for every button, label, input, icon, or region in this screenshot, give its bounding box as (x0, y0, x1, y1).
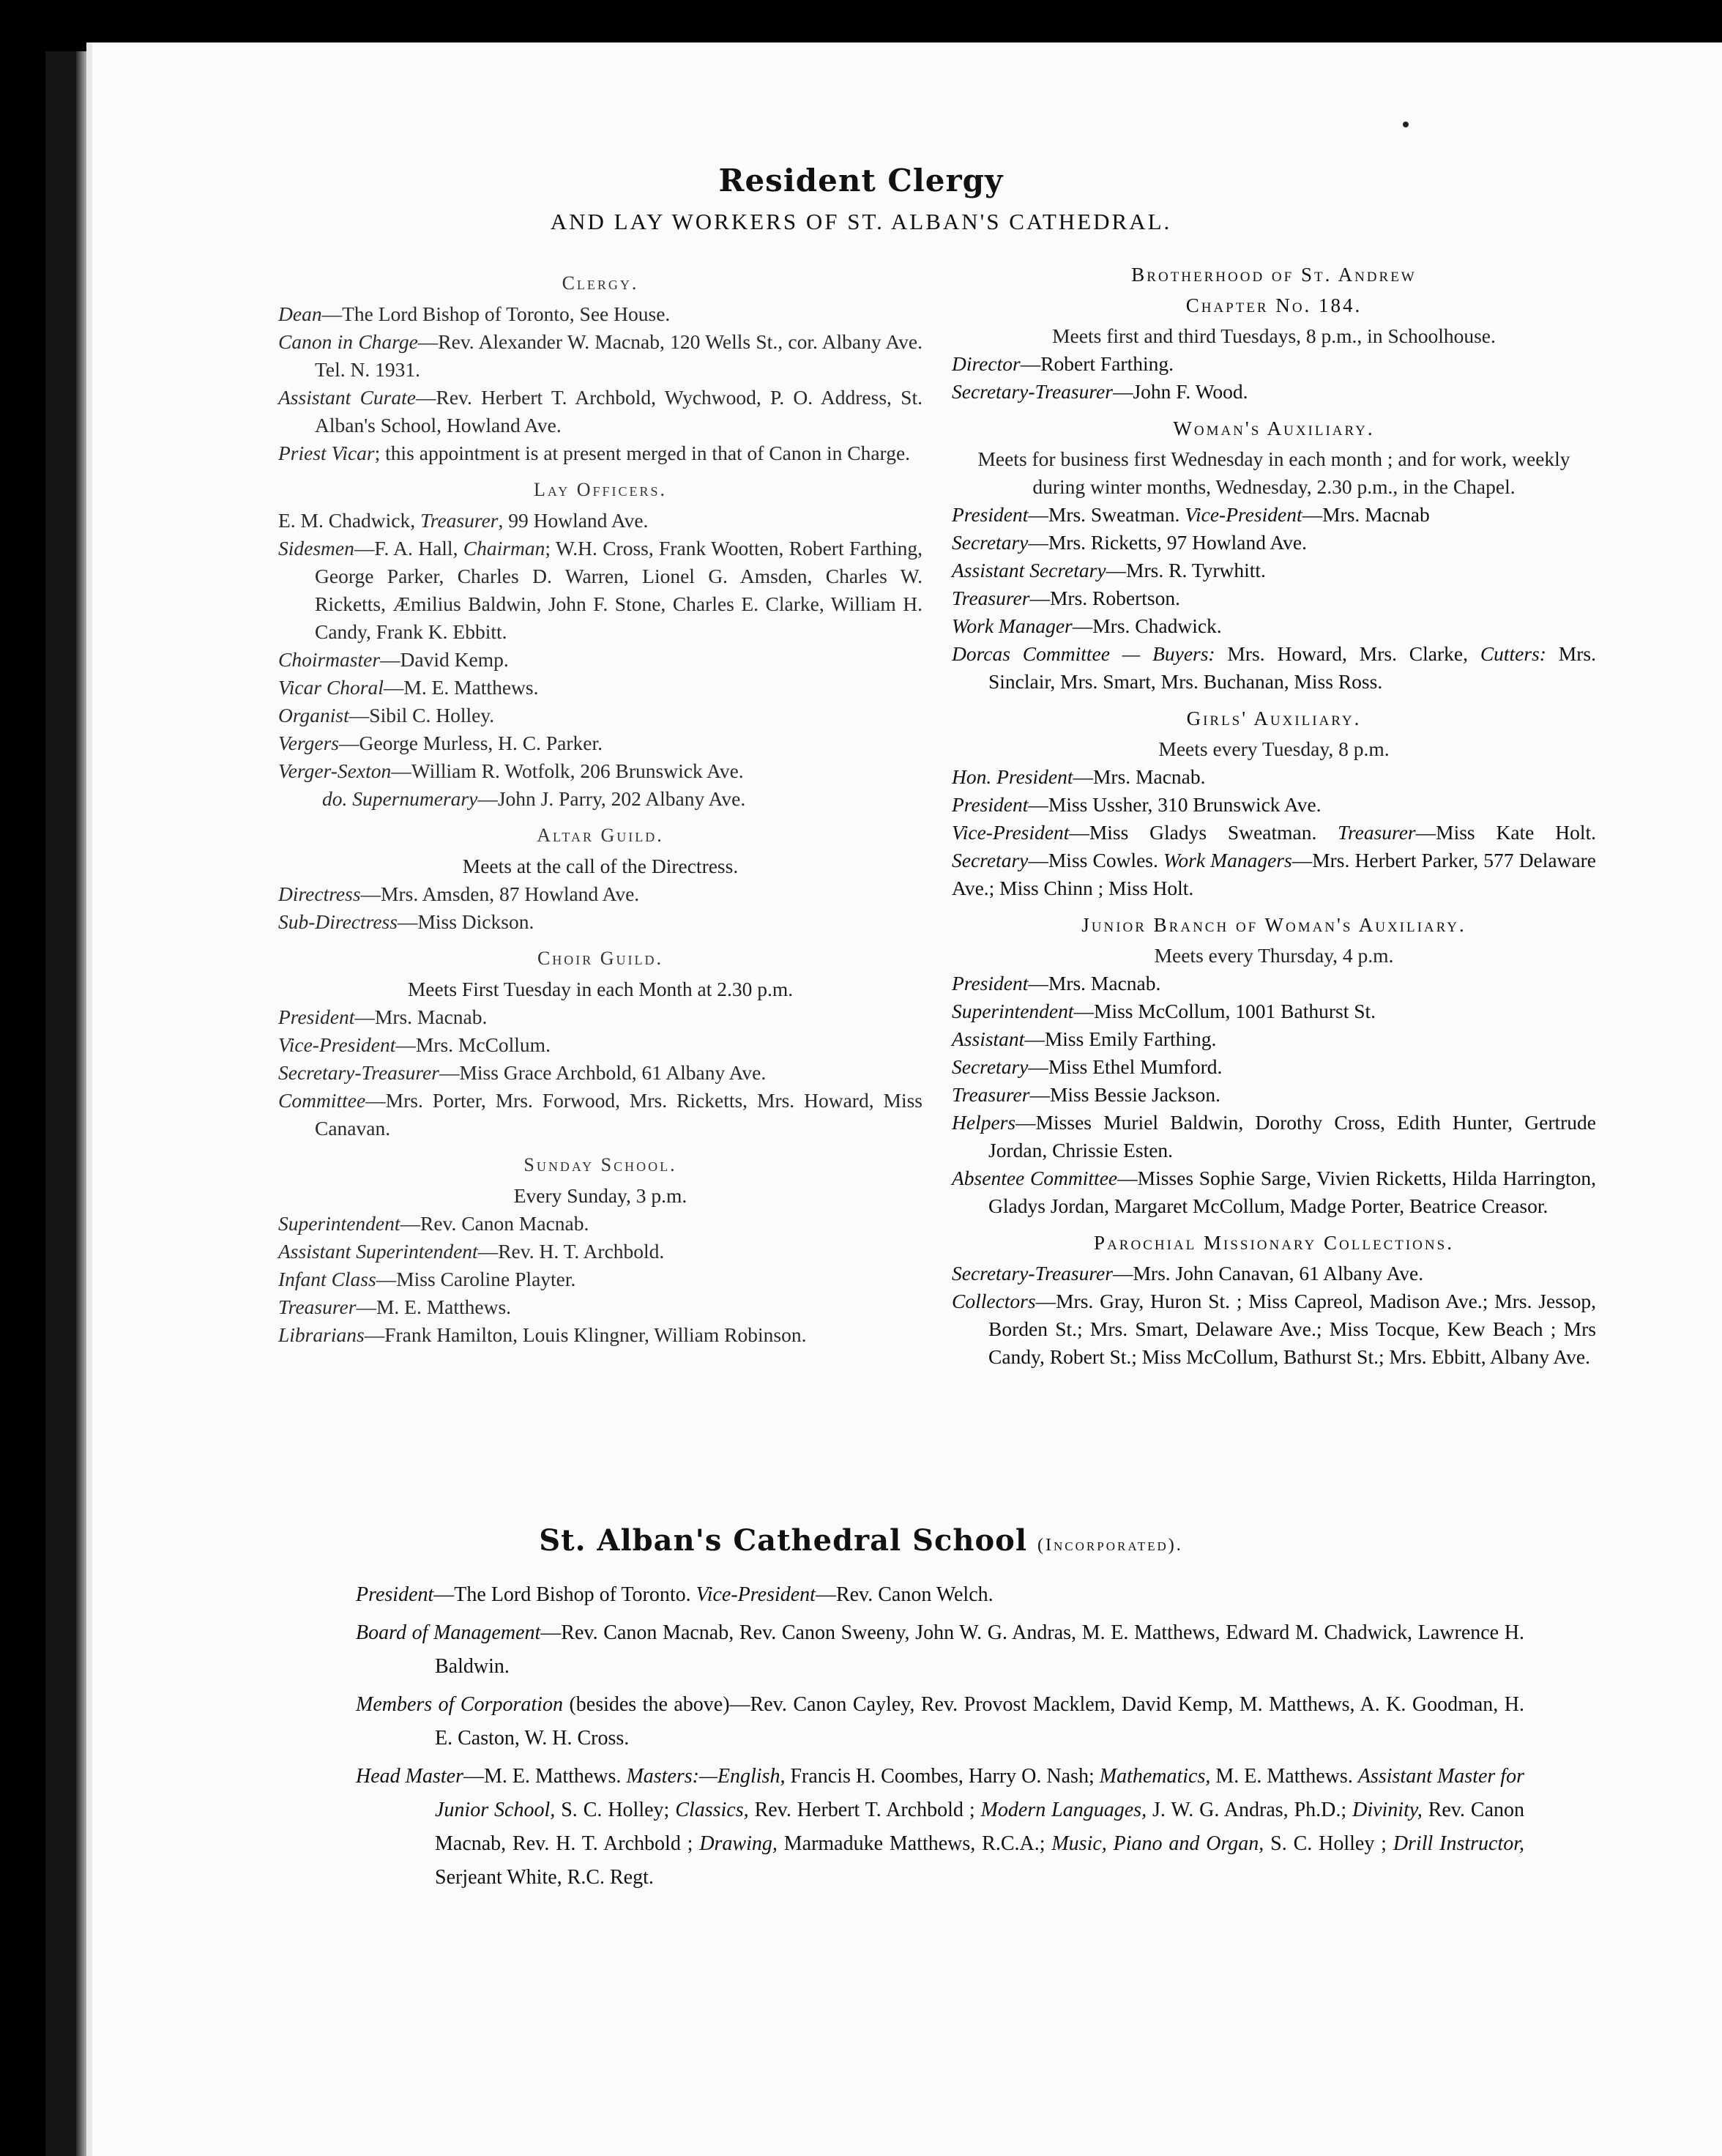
page-title: Resident Clergy (718, 163, 1004, 198)
section-heading-girls-auxiliary: Girls' Auxiliary. (1186, 707, 1362, 729)
list-item: Assistant Curate—Rev. Herbert T. Archbold, Wychwood, P. O. Address, St. Alban's School, Howland Ave. (278, 386, 922, 436)
list-item: do. Supernumerary—John J. Parry, 202 Albany Ave. (322, 787, 746, 810)
list-item: Absentee Committee—Misses Sophie Sarge, Vivien Ricketts, Hilda Harrington, Gladys Jordan, Margaret McCollum, Madge Porter, Beatrice Creasor. (952, 1167, 1597, 1217)
list-item: Infant Class—Miss Caroline Playter. (278, 1268, 576, 1290)
school-heading (0, 1523, 1722, 1558)
list-item: Sidesmen—F. A. Hall, Chairman; W.H. Cross, Frank Wootten, Robert Farthing, George Parker, Charles D. Warren, Lionel G. Amsden, Charles W. Ricketts, Æmilius Baldwin, John F. Stone, Charles E. Clarke, William H. Candy, Frank K. Ebbitt. (278, 537, 923, 643)
list-item: Committee—Mrs. Porter, Mrs. Forwood, Mrs. Ricketts, Mrs. Howard, Miss Canavan. (278, 1089, 922, 1140)
list-item: Treasurer—Miss Bessie Jackson. (952, 1083, 1220, 1106)
list-item: Superintendent—Rev. Canon Macnab. (278, 1212, 589, 1235)
list-item: Librarians—Frank Hamilton, Louis Klingner, William Robinson. (278, 1323, 807, 1346)
school-title: St. Alban's Cathedral School (539, 1523, 1028, 1558)
list-item: Treasurer—Mrs. Robertson. (952, 587, 1180, 609)
list-item: Dorcas Committee — Buyers: Mrs. Howard, Mrs. Clarke, Cutters: Mrs. Sinclair, Mrs. Smart, Mrs. Buchanan, Miss Ross. (952, 642, 1596, 693)
list-item: President—Mrs. Sweatman. Vice-President—Mrs. Macnab (952, 503, 1430, 526)
list-item: Head Master—M. E. Matthews. Masters:—English, Francis H. Coombes, Harry O. Nash; Mathematics, M. E. Matthews. Assistant Master for Junior School, S. C. Holley; Classics, Rev. Herbert T. Archbold ; Modern Languages, J. W. G. Andras, Ph.D.; Divinity, Rev. Canon Macnab, Rev. H. T. Archbold ; Drawing, Marmaduke Matthews, R.C.A.; Music, Piano and Organ, S. C. Holley ; Drill Instructor, Serjeant White, R.C. Regt. (356, 1765, 1525, 1889)
list-item: Vice-President—Mrs. McCollum. (278, 1033, 551, 1056)
list-item: President—Miss Ussher, 310 Brunswick Ave. (952, 793, 1322, 816)
choir-guild-meets: Meets First Tuesday in each Month at 2.30 p.m. (407, 978, 794, 1000)
section-heading-clergy: Clergy. (562, 272, 639, 294)
left-column (278, 261, 922, 1349)
list-item: Members of Corporation (besides the above)—Rev. Canon Cayley, Rev. Provost Macklem, David Kemp, M. Matthews, A. K. Goodman, H. E. Caston, W. H. Cross. (356, 1693, 1525, 1750)
list-item: Dean—The Lord Bishop of Toronto, See House. (278, 302, 671, 325)
list-item: Vergers—George Murless, H. C. Parker. (278, 732, 603, 754)
section-heading-lay-officers: Lay Officers. (533, 479, 668, 500)
list-item: President—Mrs. Macnab. (278, 1005, 488, 1028)
girls-auxiliary-meets: Meets every Tuesday, 8 p.m. (1158, 737, 1390, 760)
list-item: Verger-Sexton—William R. Wotfolk, 206 Brunswick Ave. (278, 759, 744, 782)
sunday-school-meets: Every Sunday, 3 p.m. (513, 1184, 687, 1207)
list-item: Helpers—Misses Muriel Baldwin, Dorothy Cross, Edith Hunter, Gertrude Jordan, Chrissie Esten. (952, 1111, 1596, 1161)
list-item: Secretary—Miss Ethel Mumford. (952, 1055, 1223, 1078)
list-item: Secretary-Treasurer—Miss Grace Archbold, 61 Albany Ave. (278, 1061, 767, 1084)
section-heading-womans-auxiliary: Woman's Auxiliary. (1173, 417, 1375, 439)
section-heading-junior-branch: Junior Branch of Woman's Auxiliary. (1081, 914, 1466, 936)
ink-dot (1403, 122, 1409, 127)
list-item: Superintendent—Miss McCollum, 1001 Bathurst St. (952, 1000, 1376, 1022)
school-section (356, 1578, 1524, 1899)
list-item: Hon. President—Mrs. Macnab. (952, 765, 1206, 788)
list-item: President—The Lord Bishop of Toronto. Vice-President—Rev. Canon Welch. (356, 1583, 994, 1606)
list-item: E. M. Chadwick, Treasurer, 99 Howland Ave. (278, 509, 649, 532)
list-item: Treasurer—M. E. Matthews. (278, 1296, 512, 1318)
list-item: Board of Management—Rev. Canon Macnab, Rev. Canon Sweeny, John W. G. Andras, M. E. Matthews, Edward M. Chadwick, Lawrence H. Baldwin. (356, 1621, 1525, 1678)
brotherhood-chapter: Chapter No. 184. (1185, 294, 1363, 316)
section-heading-parochial: Parochial Missionary Collections. (1094, 1232, 1454, 1254)
list-item: President—Mrs. Macnab. (952, 972, 1161, 995)
page-edge (86, 42, 92, 2156)
list-item: Work Manager—Mrs. Chadwick. (952, 614, 1222, 637)
list-item: Assistant—Miss Emily Farthing. (952, 1027, 1217, 1050)
section-heading-choir-guild: Choir Guild. (537, 948, 664, 969)
list-item: Organist—Sibil C. Holley. (278, 704, 495, 726)
list-item: Assistant Superintendent—Rev. H. T. Archbold. (278, 1240, 665, 1263)
section-heading-altar-guild: Altar Guild. (537, 825, 664, 846)
list-item: Choirmaster—David Kemp. (278, 648, 509, 671)
list-item: Collectors—Mrs. Gray, Huron St. ; Miss Capreol, Madison Ave.; Mrs. Jessop, Borden St.; Mrs. Smart, Delaware Ave.; Miss Tocque, Kew Beach ; Mrs Candy, Robert St.; Miss McCollum, Bathurst St.; Mrs. Ebbitt, Albany Ave. (952, 1290, 1596, 1368)
list-item: Secretary—Mrs. Ricketts, 97 Howland Ave. (952, 531, 1307, 554)
list-item: Sub-Directress—Miss Dickson. (278, 910, 534, 933)
list-item: Director—Robert Farthing. (952, 352, 1174, 375)
right-column (952, 261, 1596, 1371)
junior-branch-meets: Meets every Thursday, 4 p.m. (1154, 944, 1394, 967)
list-item: Vice-President—Miss Gladys Sweatman. Treasurer—Miss Kate Holt. Secretary—Miss Cowles. Work Managers—Mrs. Herbert Parker, 577 Delaware Ave.; Miss Chinn ; Miss Holt. (952, 821, 1596, 899)
section-heading-brotherhood: Brotherhood of St. Andrew (1131, 264, 1417, 286)
lay-officers-list (278, 507, 922, 813)
list-item: Priest Vicar; this appointment is at present merged in that of Canon in Charge. (278, 442, 911, 464)
section-heading-sunday-school: Sunday School. (523, 1154, 677, 1175)
list-item: Secretary-Treasurer—John F. Wood. (952, 380, 1248, 403)
school-incorporated: (Incorporated). (1037, 1536, 1183, 1555)
list-item: Secretary-Treasurer—Mrs. John Canavan, 61 Albany Ave. (952, 1262, 1424, 1285)
altar-guild-meets: Meets at the call of the Directress. (462, 855, 739, 877)
list-item: Directress—Mrs. Amsden, 87 Howland Ave. (278, 882, 640, 905)
list-item: Assistant Secretary—Mrs. R. Tyrwhitt. (952, 559, 1266, 581)
womans-auxiliary-meets: Meets for business first Wednesday in each month ; and for work, weekly during winter months, Wednesday, 2.30 p.m., in the Chapel. (977, 447, 1570, 498)
page-subtitle: AND LAY WORKERS OF ST. ALBAN'S CATHEDRAL. (550, 209, 1172, 234)
list-item: Canon in Charge—Rev. Alexander W. Macnab, 120 Wells St., cor. Albany Ave. Tel. N. 1931. (278, 330, 922, 381)
clergy-list (278, 300, 922, 467)
list-item: Vicar Choral—M. E. Matthews. (278, 676, 539, 699)
brotherhood-meets: Meets first and third Tuesdays, 8 p.m., in Schoolhouse. (1052, 324, 1496, 347)
